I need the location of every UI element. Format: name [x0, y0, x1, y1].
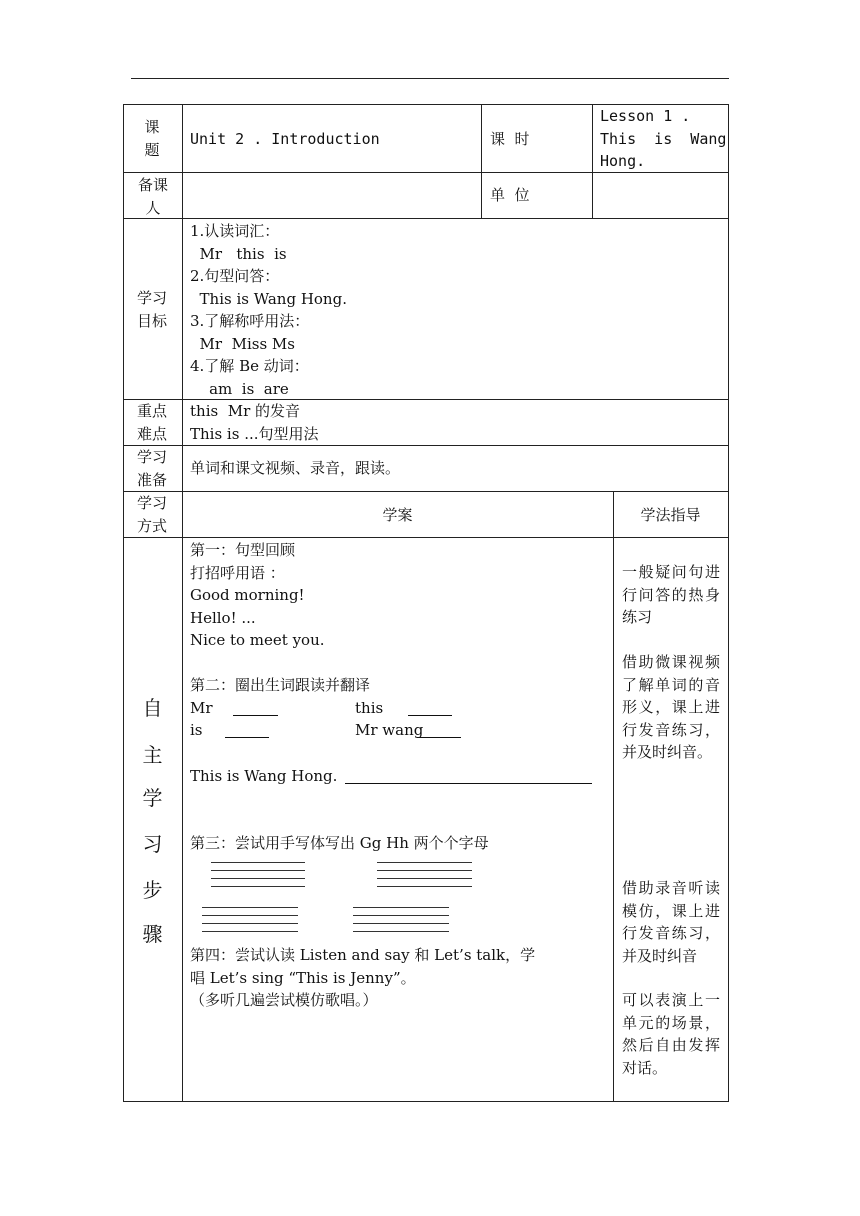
- vocab-mr-blank[interactable]: [233, 699, 278, 716]
- preparation-text: 单词和课文视频、录音，跟读。: [190, 459, 401, 477]
- lesson-name: Lesson 1 . This is Wang Hong.: [600, 107, 727, 170]
- step1-title: 第一：句型回顾: [190, 541, 296, 559]
- step1: 第一：句型回顾 打招呼用语 ： Good morning! Hello! ... Nice to meet you.: [190, 541, 325, 649]
- vocab-mr-wang-blank[interactable]: [417, 721, 461, 738]
- step2-title: 第二：圈出生词跟读并翻译: [190, 676, 371, 694]
- vocab-this: this: [355, 699, 384, 717]
- period-label: 课 时: [490, 130, 530, 148]
- handwriting-lines-gg: [211, 862, 305, 894]
- teacher-label: 备课人: [137, 176, 168, 217]
- handwriting-lines-hh-2: [353, 907, 449, 939]
- unit-label: 单 位: [490, 186, 530, 204]
- guide-recording: 借助录音听读模仿，课上进行发音练习，并及时纠音: [622, 879, 720, 965]
- objectives-label: 学习目标: [136, 289, 167, 330]
- vocab-this-blank[interactable]: [408, 699, 452, 716]
- vocab-is: is: [190, 721, 203, 739]
- sentence-this-is-wang-hong: This is Wang Hong.: [190, 767, 338, 785]
- lesson-title: Unit 2 . Introduction: [190, 130, 380, 148]
- key-points-label: 重点难点: [136, 402, 167, 443]
- vocab-mr: Mr: [190, 699, 213, 717]
- vocab-is-blank[interactable]: [225, 721, 269, 738]
- sentence-blank[interactable]: [345, 767, 592, 784]
- title-label: 课题: [144, 118, 160, 159]
- preparation-label: 学习准备: [136, 448, 167, 489]
- vocab-mr-wang: Mr wang: [355, 721, 424, 739]
- method-label: 学习方式: [136, 494, 167, 535]
- guide-warmup: 一般疑问句进行问答的热身练习: [622, 563, 720, 626]
- objectives-list: 1.认读词汇： Mr this is 2.句型问答： This is Wang Hong. 3.了解称呼用法： Mr Miss Ms 4.了解 Be 动词： am is are: [190, 222, 347, 398]
- guide-header: 学法指导: [640, 506, 701, 524]
- key-points-list: this Mr 的发音 This is ...句型用法: [190, 402, 319, 443]
- header-rule: [131, 78, 729, 79]
- step4: 第四：尝试认读 Listen and say 和 Let’s talk，学 唱 Let’s sing “This is Jenny”。 （多听几遍尝试模仿歌唱。）: [190, 946, 536, 1009]
- guide-microclass: 借助微课视频了解单词的音形义，课上进行发音练习，并及时纠音。: [622, 653, 720, 761]
- handwriting-lines-gg-2: [202, 907, 298, 939]
- guide-roleplay: 可以表演上一单元的场景，然后自由发挥对话。: [622, 991, 720, 1077]
- step3-title: 第三：尝试用手写体写出 Gg Hh 两个个字母: [190, 834, 489, 852]
- plan-header: 学案: [382, 506, 413, 524]
- handwriting-lines-hh: [377, 862, 472, 894]
